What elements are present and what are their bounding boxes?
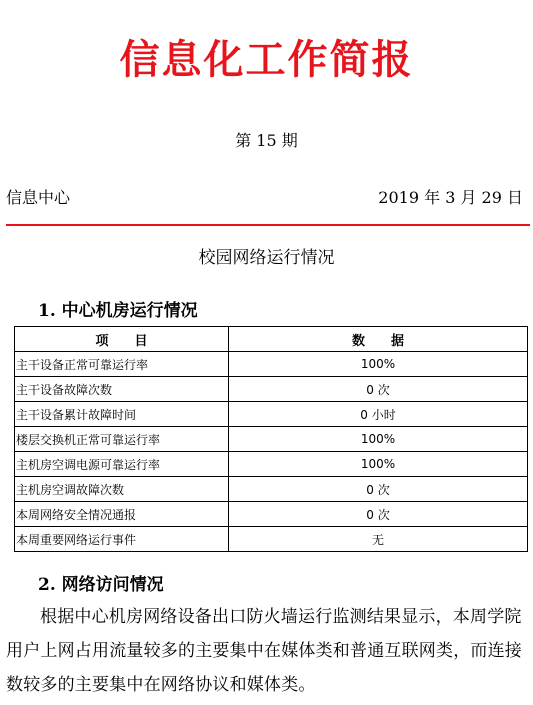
table-row — [15, 502, 528, 527]
row-item: 主干设备累计故障时间 — [15, 402, 229, 427]
table-header-row — [15, 327, 528, 352]
row-value: 0 次 — [229, 502, 528, 527]
row-item: 主机房空调故障次数 — [15, 477, 229, 502]
row-item: 楼层交换机正常可靠运行率 — [15, 427, 229, 452]
row-value: 无 — [229, 527, 528, 552]
row-value: 100% — [229, 427, 528, 452]
row-item: 主干设备故障次数 — [15, 377, 229, 402]
row-value: 0 小时 — [229, 402, 528, 427]
column-header-item: 项 目 — [15, 327, 229, 352]
table-row — [15, 402, 528, 427]
row-value: 100% — [229, 352, 528, 377]
access-heading: 2. 网络访问情况 — [38, 575, 164, 595]
column-header-value: 数 据 — [229, 327, 528, 352]
row-item: 本周网络安全情况通报 — [15, 502, 229, 527]
row-value: 0 次 — [229, 477, 528, 502]
publish-date: 2019 年 3 月 29 日 — [378, 188, 523, 207]
header-divider — [6, 224, 530, 226]
table-row — [15, 477, 528, 502]
table-row — [15, 352, 528, 377]
row-value: 0 次 — [229, 377, 528, 402]
table-row — [15, 452, 528, 477]
center-heading: 1. 中心机房运行情况 — [38, 301, 198, 321]
issue-number: 第 15 期 — [235, 131, 298, 150]
access-paragraph: 根据中心机房网络设备出口防火墙运行监测结果显示，本周学院用户上网占用流量较多的主要集中在媒体类和普通互联网类，而连接数较多的主要集中在网络协议和媒体类。 — [6, 607, 522, 695]
table-row — [15, 527, 528, 552]
row-item: 主干设备正常可靠运行率 — [15, 352, 229, 377]
bulletin-title: 信息化工作简报 — [119, 37, 414, 83]
table-row — [15, 427, 528, 452]
row-value: 100% — [229, 452, 528, 477]
table-row — [15, 377, 528, 402]
department-name: 信息中心 — [6, 188, 71, 207]
row-item: 主机房空调电源可靠运行率 — [15, 452, 229, 477]
row-item: 本周重要网络运行事件 — [15, 527, 229, 552]
operations-table — [14, 326, 528, 552]
section-title: 校园网络运行情况 — [198, 248, 335, 268]
